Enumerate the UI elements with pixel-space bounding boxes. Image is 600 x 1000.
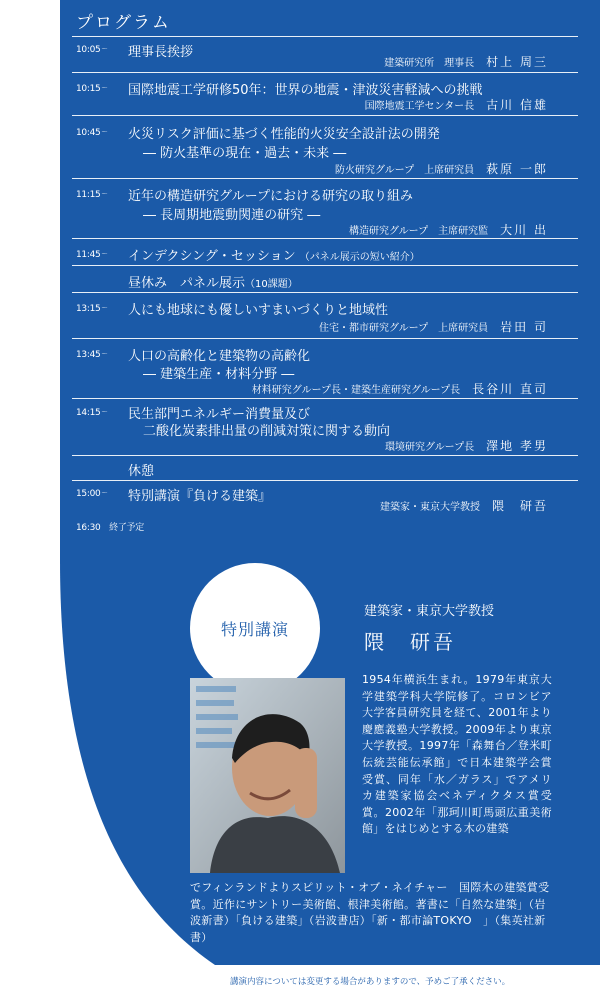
speaker-name: 隈 研吾	[491, 499, 548, 513]
divider	[72, 398, 578, 399]
session-title-text: 昼休み パネル展示	[128, 276, 246, 291]
lecturer-affiliation: 建築家・東京大学教授	[364, 604, 495, 619]
divider	[72, 480, 578, 481]
session-title: 火災リスク評価に基づく性能的火災安全設計法の開発	[128, 127, 440, 142]
speaker-name: 大川 出	[500, 223, 548, 237]
speaker-name: 岩田 司	[500, 320, 548, 334]
session-subtitle: ― 長周期地震動関連の研究 ―	[143, 208, 321, 223]
speaker-name: 古川 信雄	[486, 98, 548, 112]
speaker-affiliation: 住宅・都市研究グループ 上席研究員	[318, 323, 489, 334]
session-time: 13:15 〜	[76, 303, 107, 314]
speaker-name: 澤地 孝男	[486, 439, 548, 453]
session-time: 13:45 〜	[76, 349, 107, 360]
session-time: 10:15 〜	[76, 83, 107, 94]
session-time: 14:15 〜	[76, 407, 107, 418]
divider	[72, 455, 578, 456]
end-time-value: 16:30	[76, 523, 101, 533]
divider	[72, 178, 578, 179]
session-time: 15:00 〜	[76, 488, 107, 499]
session-title: 国際地震工学研修50年：世界の地震・津波災害軽減への挑戦	[128, 83, 483, 98]
speaker-affiliation: 建築家・東京大学教授	[379, 502, 480, 513]
divider	[72, 292, 578, 293]
session-title: 近年の構造研究グループにおける研究の取り組み	[128, 189, 413, 204]
speaker-affiliation: 環境研究グループ長	[384, 442, 475, 453]
lecturer-name: 隈 研吾	[364, 630, 456, 654]
session-title	[128, 272, 298, 291]
session-speaker	[384, 53, 548, 70]
speaker-name: 村上 周三	[486, 55, 548, 69]
session-title-text: インデクシング・セッション	[128, 249, 296, 264]
session-time: 11:45 〜	[76, 249, 107, 260]
speaker-affiliation: 防火研究グループ 上席研究員	[334, 165, 475, 176]
session-speaker	[319, 318, 548, 335]
session-time: 10:05 〜	[76, 44, 107, 55]
session-time: 11:15 〜	[76, 189, 107, 200]
program-heading: プログラム	[76, 13, 171, 33]
divider	[72, 115, 578, 116]
session-title: 人にも地球にも優しいすまいづくりと地域性	[128, 303, 389, 318]
session-title: 休憩	[128, 464, 155, 479]
session-time: 10:45 〜	[76, 127, 107, 138]
divider	[72, 72, 578, 73]
divider	[72, 238, 578, 239]
speaker-name: 長谷川 直司	[472, 382, 548, 396]
speaker-name: 萩原 一郎	[486, 162, 548, 176]
session-title: 人口の高齢化と建築物の高齢化	[128, 349, 311, 364]
lecturer-photo	[190, 678, 345, 873]
session-title: 特別講演『負ける建築』	[128, 489, 272, 504]
session-note: （パネル展示の短い紹介）	[299, 252, 420, 263]
divider	[72, 338, 578, 339]
end-time	[76, 520, 145, 533]
session-subtitle: 二酸化炭素排出量の削減対策に関する動向	[143, 424, 391, 439]
session-speaker	[335, 160, 548, 177]
session-title	[128, 245, 420, 264]
lecturer-bio-continued: でフィンランドよりスピリット・オブ・ネイチャー 国際木の建築賞受賞。近作にサントリー美術館、根津美術館。著書に「自然な建築」（岩波新書）「負ける建築」（岩波書店）「新・都市論TOKYO 」（集英社新書）	[190, 881, 550, 944]
speaker-affiliation: 材料研究グループ長・建築生産研究グループ長	[251, 385, 461, 396]
speaker-affiliation: 構造研究グループ 主席研究監	[348, 226, 489, 237]
session-speaker	[385, 437, 548, 454]
session-subtitle: ― 防火基準の現在・過去・未来 ―	[143, 146, 347, 161]
session-speaker	[349, 221, 548, 238]
special-lecture-badge-label: 特別講演	[220, 619, 289, 639]
speaker-affiliation: 建築研究所 理事長	[384, 58, 475, 69]
session-note: （10課題）	[245, 279, 298, 290]
session-speaker	[380, 497, 548, 514]
session-title: 民生部門エネルギー消費量及び	[128, 407, 311, 422]
footnote: 講演内容については変更する場合がありますので、予めご了承ください。	[230, 977, 511, 987]
session-speaker	[365, 96, 548, 113]
divider	[72, 36, 578, 37]
session-title: 理事長挨拶	[128, 45, 194, 60]
speaker-affiliation: 国際地震工学センター長	[364, 101, 475, 112]
lecturer-bio: 1954年横浜生まれ。1979年東京大学建築学科大学院修了。コロンビア大学客員研究員を経て、2001年より慶應義塾大学教授。2009年より東京大学教授。1997年「森舞台／登米町伝統芸能伝承館」で日本建築学会賞受賞、同年「水／ガラス」でアメリカ建築家協会ベネディクタス賞受賞。2002年「那珂川町馬頭広重美術館」をはじめとする木の建築	[362, 673, 552, 836]
session-speaker	[252, 380, 548, 397]
divider	[72, 265, 578, 266]
special-lecture-badge	[190, 563, 320, 693]
end-time-label: 終了予定	[109, 523, 144, 533]
session-subtitle: ― 建築生産・材料分野 ―	[143, 367, 295, 382]
